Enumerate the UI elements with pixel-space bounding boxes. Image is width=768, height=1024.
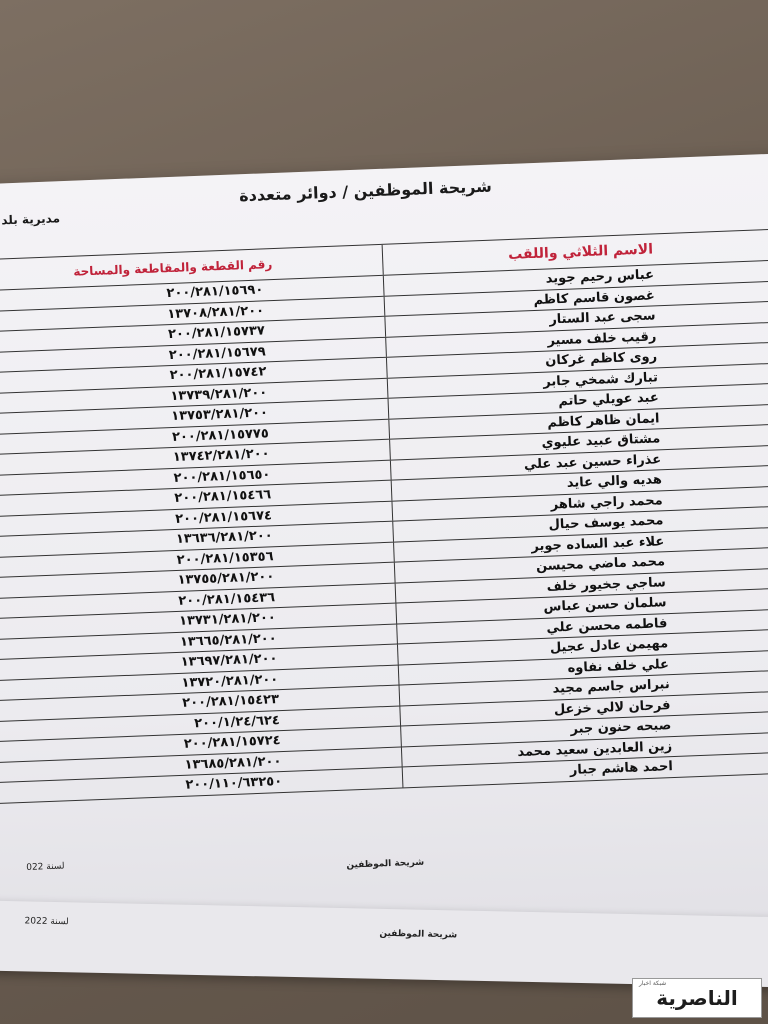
row-name: هديه والي عايد	[566, 472, 663, 492]
row-name: مهيمن عادل عجيل	[549, 636, 669, 656]
watermark-text: الناصرية	[656, 986, 738, 1010]
row-plot: ٢٠٠/٢٨١/١٥٦٩٠	[0, 276, 385, 312]
row-name: علي خلف نفاوه	[567, 656, 670, 676]
directorate-label: مديرية بلد	[1, 211, 61, 228]
row-plot: ١٣٦٣٦/٢٨١/٢٠٠	[0, 522, 394, 558]
row-plot: ٢٠٠/٢٨١/١٥٣٥٦	[0, 542, 395, 578]
row-plot: ١٣٧٥٥/٢٨١/٢٠٠	[0, 563, 396, 599]
document-title: شريحة الموظفين / دوائر متعددة	[238, 176, 493, 206]
watermark-sub: شبكة اخبار	[639, 980, 667, 987]
row-plot: ١٣٧٣٩/٢٨١/٢٠٠	[0, 378, 388, 414]
footer-label-2: شريحة الموظفين	[379, 928, 458, 941]
row-plot: ٢٠٠/٢٨١/١٥٦٥٠	[0, 460, 392, 496]
row-plot: ٢٠٠/٢٨١/١٥٤٢٣	[0, 685, 400, 721]
row-name: غصون قاسم كاظم	[533, 288, 656, 308]
row-plot: ١٣٧٥٣/٢٨١/٢٠٠	[0, 399, 389, 435]
row-plot: ٢٠٠/١١٠/٦٣٢٥٠	[0, 767, 403, 803]
row-name: عبد عويلي حاتم	[558, 390, 659, 410]
row-name: احمد هاشم جبار	[569, 759, 674, 779]
row-plot: ٢٠٠/٢٨١/١٥٤٦٦	[0, 481, 392, 517]
row-name: علاء عبد الساده جوير	[531, 533, 665, 555]
row-name: محمد ماضي محيسن	[535, 554, 666, 575]
row-name: عذراء حسين عبد علي	[523, 452, 662, 473]
employees-table	[0, 228, 768, 804]
row-name: عباس رحيم جويد	[545, 267, 655, 287]
row-name: محمد يوسف حيال	[548, 513, 664, 533]
row-name: نبراس جاسم مجيد	[552, 677, 671, 697]
document-page	[0, 152, 768, 954]
row-name: سلمان حسن عباس	[543, 595, 667, 616]
row-plot: ١٣٦٩٧/٢٨١/٢٠٠	[0, 645, 399, 681]
row-name: تبارك شمخي جابر	[542, 370, 659, 390]
header-plot: رقم القطعة والمقاطعة والمساحة	[0, 245, 384, 291]
watermark-logo	[632, 978, 762, 1018]
row-name: زين العابدين سعيد محمد	[517, 738, 673, 760]
row-plot: ٢٠٠/٢٨١/١٥٤٣٦	[0, 583, 396, 619]
row-plot: ٢٠٠/٢٨١/١٥٧٣٧	[0, 317, 386, 353]
row-name: صبحه حنون جبر	[570, 718, 672, 738]
footer-year: لسنة 022	[26, 861, 65, 873]
row-plot: ٢٠٠/١/٢٤/٦٢٤	[0, 706, 401, 742]
row-name: محمد راجي شاهر	[550, 493, 663, 513]
row-name: ساجي جخيور خلف	[546, 574, 667, 595]
footer-year-2: لسنة 2022	[24, 916, 69, 928]
row-plot: ٢٠٠/٢٨١/١٥٧٤٢	[0, 358, 388, 394]
footer-label: شريحة الموظفين	[346, 857, 425, 871]
row-plot: ١٣٦٦٥/٢٨١/٢٠٠	[0, 624, 398, 660]
row-plot: ١٣٧٠٨/٢٨١/٢٠٠	[0, 296, 385, 332]
row-name: مشتاق عبيد عليوي	[541, 431, 661, 452]
row-plot: ١٣٧٣١/٢٨١/٢٠٠	[0, 604, 397, 640]
row-plot: ٢٠٠/٢٨١/١٥٦٧٩	[0, 337, 387, 373]
row-name: فرحان لالي خزعل	[553, 697, 671, 718]
row-name: روى كاظم غركان	[544, 349, 658, 369]
row-name: رقيب خلف مسير	[547, 329, 657, 349]
row-plot: ١٣٧٤٢/٢٨١/٢٠٠	[0, 440, 391, 476]
row-plot: ٢٠٠/٢٨١/١٥٧٢٤	[0, 726, 402, 762]
row-name: فاطمه محسن علي	[546, 615, 668, 636]
row-plot: ١٣٧٢٠/٢٨١/٢٠٠	[0, 665, 399, 701]
row-plot: ٢٠٠/٢٨١/١٥٧٧٥	[0, 419, 390, 455]
header-name: الاسم الثلاثي واللقب	[507, 241, 654, 264]
row-plot: ١٣٦٨٥/٢٨١/٢٠٠	[0, 747, 403, 783]
row-plot: ٢٠٠/٢٨١/١٥٦٧٤	[0, 501, 393, 537]
table-body	[0, 260, 768, 804]
row-name: سجى عبد الستار	[549, 308, 656, 328]
row-name: ايمان ظاهر كاظم	[547, 411, 660, 431]
